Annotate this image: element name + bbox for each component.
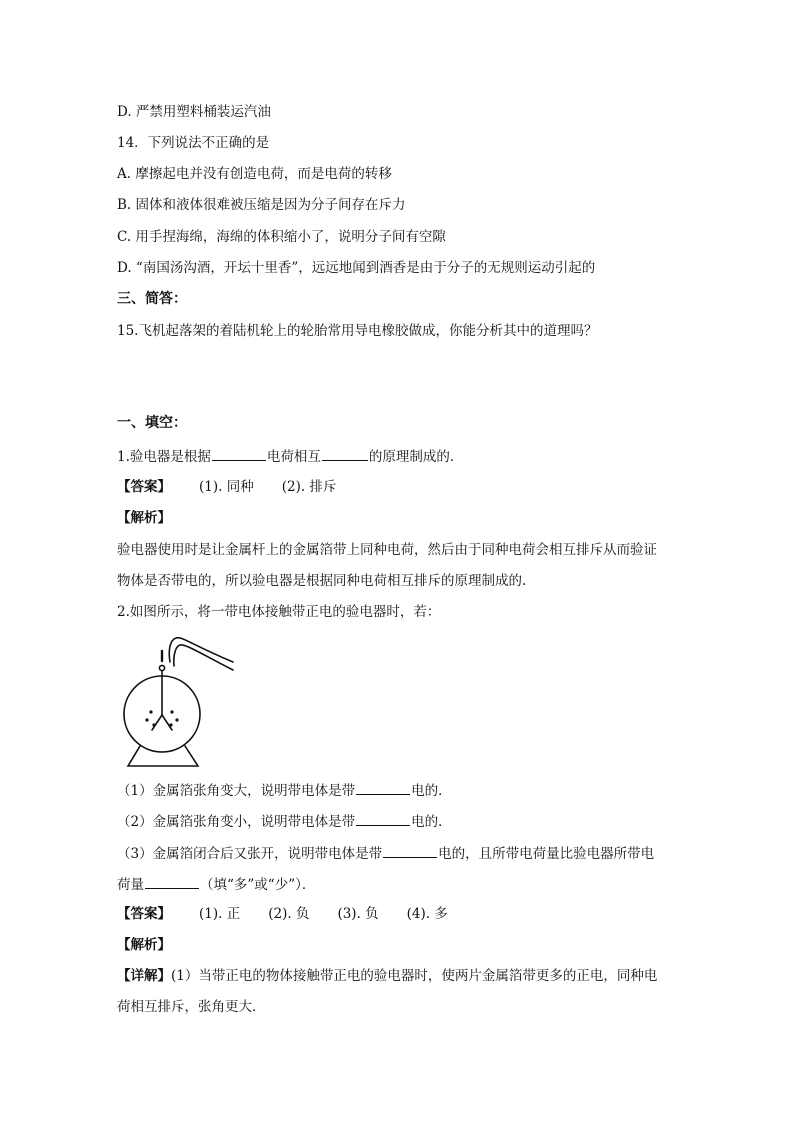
q14-stem: 14．下列说法不正确的是	[117, 135, 270, 151]
q2-sub3-blank	[383, 843, 437, 858]
q2-sub1-blank	[356, 780, 410, 795]
q2-sub2	[117, 811, 452, 831]
foil-left	[152, 715, 162, 730]
q2-sub1-tail: 电的．	[411, 783, 452, 799]
q14-option-a: A. 摩擦起电并没有创造电荷，而是电荷的转移	[117, 166, 392, 182]
q2-sub3-tail: 电的，且所带电荷量比验电器所带电	[438, 846, 655, 862]
electroscope-knob	[159, 665, 164, 670]
q2-sub1-text: （1）金属箔张角变大，说明带电体是带	[117, 783, 356, 799]
q2-sub2-blank	[356, 811, 410, 826]
q1-blank-2	[322, 446, 368, 461]
q2-detail-line1	[117, 967, 657, 985]
q2-analysis-tag: 【解析】	[117, 937, 171, 953]
section3-heading: 三、简答：	[117, 291, 187, 307]
q2-sub3-cont	[117, 874, 315, 894]
q2-sub2-text: （2）金属箔张角变小，说明带电体是带	[117, 814, 356, 830]
q1-analysis-tag: 【解析】	[117, 510, 171, 526]
q2-answer-tag: 【答案】	[117, 906, 171, 922]
q1-answer-2: (2). 排斥	[281, 479, 337, 495]
q2-sub3-text: （3）金属箔闭合后又张开，说明带电体是带	[117, 846, 383, 862]
electroscope-stand	[128, 746, 198, 766]
q13-option-d: D. 严禁用塑料桶装运汽油	[117, 104, 271, 120]
q2-detail-tag: 【详解】	[117, 968, 171, 984]
q2-detail-line2: 荷相互排斥，张角更大．	[117, 999, 266, 1015]
q2-sub3	[117, 843, 654, 863]
section1-heading: 一、填空：	[117, 415, 187, 431]
q15-stem: 15.飞机起落架的着陆机轮上的轮胎常用导电橡胶做成，你能分析其中的道理吗？	[117, 323, 598, 339]
q2-stem: 2.如图所示，将一带电体接触带正电的验电器时，若：	[117, 604, 441, 620]
q2-answer-4: (4). 多	[406, 906, 448, 922]
q1-answer-1: (1). 同种	[199, 479, 254, 495]
foil-right	[162, 715, 172, 730]
q1-answer-row	[117, 478, 336, 496]
q2-sub3-text2: 荷量	[117, 877, 144, 893]
electroscope-figure	[118, 632, 238, 770]
q1-text-part2: 电荷相互	[266, 449, 321, 465]
q1-analysis-line2: 物体是否带电的，所以验电器是根据同种电荷相互排斥的原理制成的.	[117, 573, 527, 589]
q2-sub3-tail2: （填“多”或“少”）．	[200, 877, 316, 893]
q1-blank-1	[212, 446, 266, 461]
q14-option-c: C. 用手捏海绵，海绵的体积缩小了，说明分子间有空隙	[117, 229, 446, 245]
charged-rod	[169, 638, 233, 662]
q1-text-part3: 的原理制成的．	[368, 449, 464, 465]
q2-answer-1: (1). 正	[199, 906, 241, 922]
q2-sub1	[117, 780, 452, 800]
q2-answer-2: (2). 负	[268, 906, 310, 922]
q1-answer-tag: 【答案】	[117, 479, 171, 495]
q14-option-b: B. 固体和液体很难被压缩是因为分子间存在斥力	[117, 197, 406, 213]
q2-answer-3: (3). 负	[337, 906, 379, 922]
q1-stem	[117, 446, 463, 466]
q2-sub3-blank2	[145, 874, 199, 889]
q1-analysis-line1: 验电器使用时是让金属杆上的金属箔带上同种电荷，然后由于同种电荷会相互排斥从而验证	[117, 542, 657, 558]
q2-sub2-tail: 电的．	[411, 814, 452, 830]
q2-answer-row	[117, 905, 448, 923]
q14-option-d: D. “南国汤沟酒，开坛十里香”，远远地闻到酒香是由于分子的无规则运动引起的	[117, 260, 596, 276]
q1-text-part1: 1.验电器是根据	[117, 449, 211, 465]
q2-detail-text1: (1）当带正电的物体接触带正电的验电器时，使两片金属箔带更多的正电，同种电	[171, 968, 658, 984]
